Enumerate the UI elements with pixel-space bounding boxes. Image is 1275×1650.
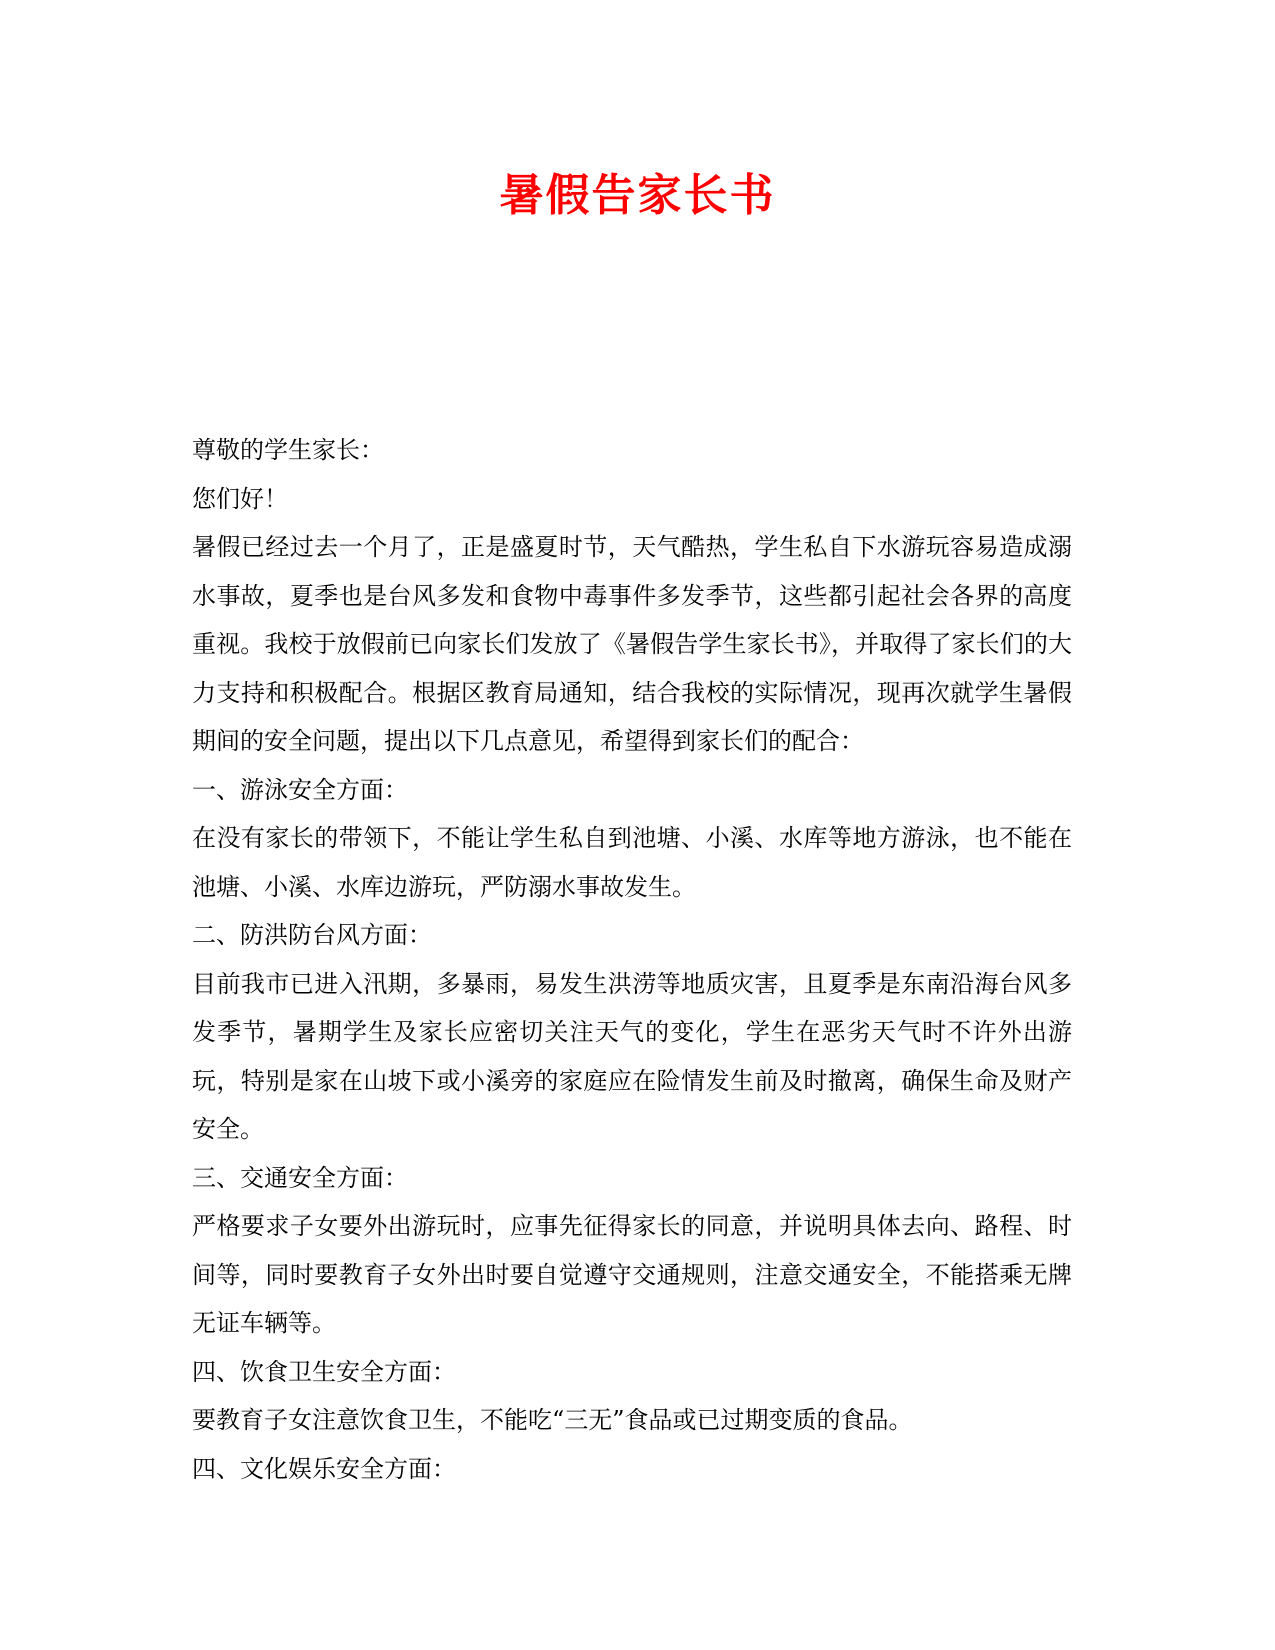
- intro-paragraph: 暑假已经过去一个月了，正是盛夏时节，天气酷热，学生私自下水游玩容易造成溺水事故，夏季也是台风多发和食物中毒事件多发季节，这些都引起社会各界的高度重视。我校于放假前已向家长们发放了《暑假告学生家长书》，并取得了家长们的大力支持和积极配合。根据区教育局通知，结合我校的实际情况，现再次就学生暑假期间的安全问题，提出以下几点意见，希望得到家长们的配合：: [192, 533, 1072, 755]
- section-body-flood-typhoon: 目前我市已进入汛期，多暴雨，易发生洪涝等地质灾害，且夏季是东南沿海台风多发季节，暑期学生及家长应密切关注天气的变化，学生在恶劣天气时不许外出游玩，特别是家在山坡下或小溪旁的家庭应在险情发生前及时撤离，确保生命及财产安全。: [192, 969, 1072, 1143]
- section-body-food: 要教育子女注意饮食卫生，不能吃“三无”食品或已过期变质的食品。: [192, 1406, 913, 1434]
- document-title: 暑假告家长书: [499, 170, 776, 221]
- section-heading-food: 四、饮食卫生安全方面：: [192, 1357, 456, 1386]
- salutation: 尊敬的学生家长：: [192, 436, 384, 464]
- section-body-traffic: 严格要求子女要外出游玩时，应事先征得家长的同意，并说明具体去向、路程、时间等，同时要教育子女外出时要自觉遵守交通规则，注意交通安全，不能搭乘无牌无证车辆等。: [192, 1212, 1072, 1337]
- document-body: [192, 426, 1072, 1493]
- section-body-swimming: 在没有家长的带领下，不能让学生私自到池塘、小溪、水库等地方游泳，也不能在池塘、小溪、水库边游玩，严防溺水事故发生。: [192, 824, 1072, 901]
- section-heading-flood-typhoon: 二、防洪防台风方面：: [192, 921, 432, 949]
- greeting: 您们好！: [192, 484, 288, 513]
- section-heading-swimming: 一、游泳安全方面：: [192, 775, 408, 804]
- section-heading-traffic: 三、交通安全方面：: [192, 1163, 408, 1192]
- section-heading-entertainment: 四、文化娱乐安全方面：: [192, 1454, 456, 1483]
